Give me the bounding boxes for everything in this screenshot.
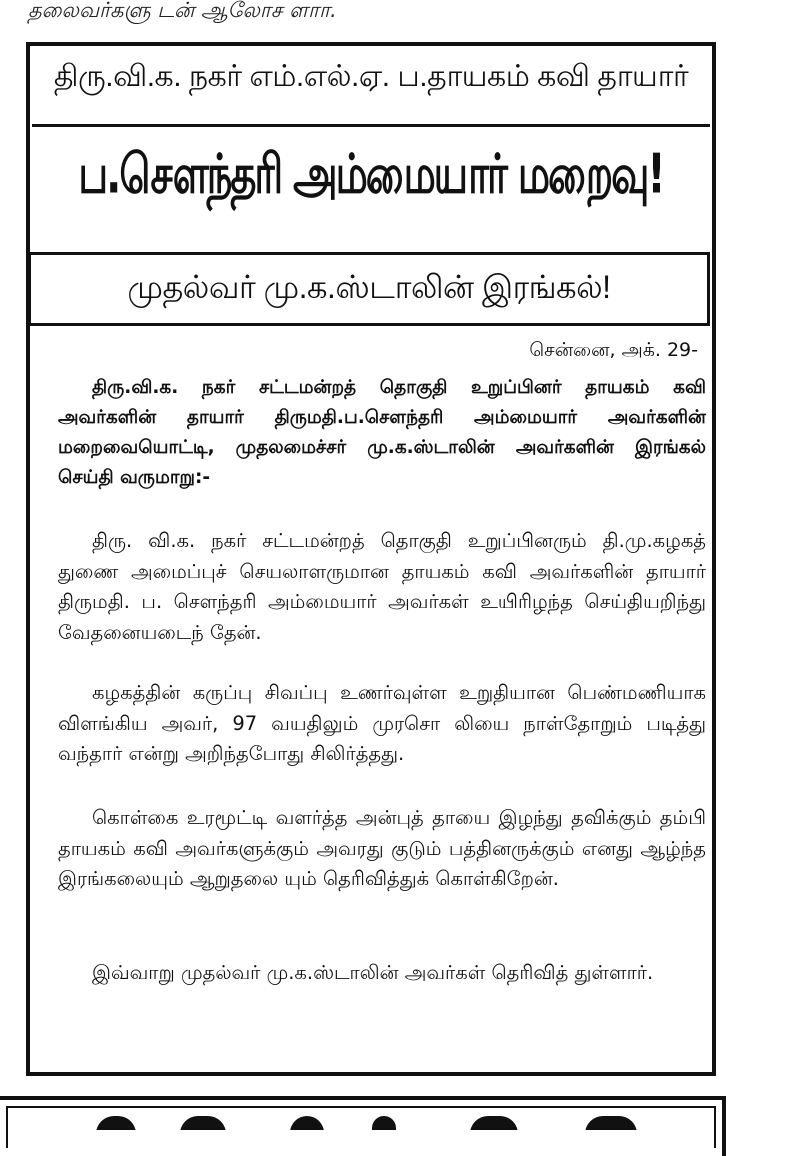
body-paragraph-1: திரு. வி.க. நகர் சட்டமன்றத் தொகுதி உறுப்பினரும் தி.மு.கழகத் துணை அமைப்புச் செயலாளருமான தாயகம் கவி அவர்களின் தாயார் திருமதி. ப. சௌந்தரி அம்மையார் அவர்கள் உயிரிழந்த செய்தியறிந்து வேதனையடைந் தேன்.: [58, 529, 706, 644]
dateline: சென்னை, அக். 29-: [529, 339, 698, 361]
previous-article-line: தலைவர்களு டன் ஆலோச ளாா.: [28, 0, 337, 22]
lead-paragraph: திரு.வி.க. நகர் சட்டமன்றத் தொகுதி உறுப்பினர் தாயகம் கவி அவர்களின் தாயார் திருமதி.ப.சௌந்தரி அம்மையார் அவர்களின் மறைவையொட்டி, முதலமைச்சர் மு.க.ஸ்டாலின் அவர்களின் இரங்கல் செய்தி வருமாறு:-: [58, 377, 706, 488]
glyph-fragment: [372, 1116, 396, 1130]
body-paragraph-3: கொள்கை உரமூட்டி வளர்த்த அன்புத் தாயை இழந்து தவிக்கும் தம்பி தாயகம் கவி அவர்களுக்கும் அவரது குடும் பத்தினருக்கும் எனது ஆழ்ந்த இரங்கலையும் ஆறுதலை யும் தெரிவித்துக் கொள்கிறேன்.: [58, 806, 706, 890]
subheadline-box: [28, 252, 710, 326]
glyph-fragment: [585, 1116, 637, 1130]
body-paragraph-2: கழகத்தின் கருப்பு சிவப்பு உணர்வுள்ள உறுதியான பெண்மணியாக விளங்கிய அவர், 97 வயதிலும் முரசொ லியை நாள்தோறும் படித்து வந்தார் என்று அறிந்தபோது சிலிர்த்தது.: [58, 681, 706, 765]
glyph-fragment: [290, 1116, 324, 1130]
body-paragraph-4: இவ்வாறு முதல்வர் மு.க.ஸ்டாலின் அவர்கள் தெரிவித் துள்ளார்.: [92, 961, 654, 984]
news-article-box: [26, 42, 716, 1076]
headline-main: ப.சௌந்தரி அம்மையார் மறைவு!: [78, 144, 664, 207]
glyph-fragment: [180, 1116, 226, 1130]
headline-sub: முதல்வர் மு.க.ஸ்டாலின் இரங்கல்!: [127, 269, 611, 305]
previous-article-fragment: [0, 0, 800, 34]
next-article-headline-fragment: [0, 1112, 730, 1130]
glyph-fragment: [470, 1116, 518, 1130]
headline-divider: [32, 124, 710, 127]
headline-top: திரு.வி.க. நகர் எம்.எல்.ஏ. ப.தாயகம் கவி தாயார்: [53, 60, 689, 93]
glyph-fragment: [96, 1116, 136, 1130]
